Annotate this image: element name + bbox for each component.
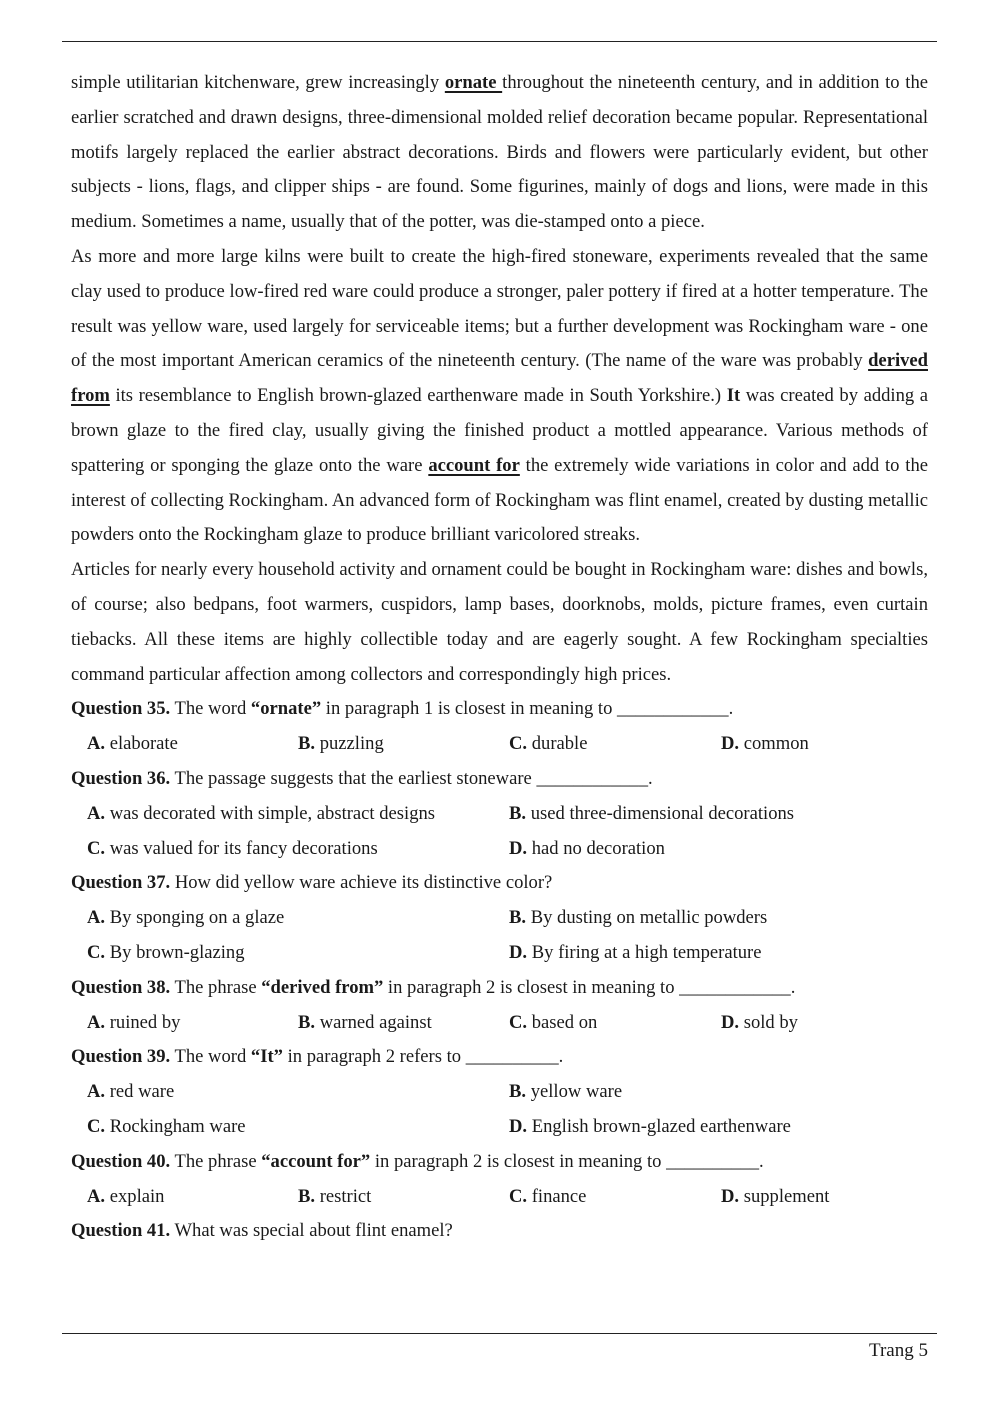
question-number: Question 38. [71,976,171,998]
option-d[interactable] [721,727,809,762]
option-text: based on [527,1011,598,1033]
option-letter: A. [87,1081,106,1103]
passage-paragraph-1 [71,66,928,240]
option-b[interactable] [509,1075,622,1110]
option-letter: D. [509,1115,528,1137]
question-text: How did yellow ware achieve its distinctive color? [170,872,553,894]
question-text: in paragraph 1 is closest in meaning to ____________. [321,698,734,720]
question-37-options-row-1 [71,901,928,936]
option-c[interactable] [509,727,587,762]
question-text: The word [170,698,251,720]
option-letter: D. [721,1011,740,1033]
option-text: red ware [105,1081,175,1103]
paragraph-text: the extremely wide variations in color and add to the interest of collecting Rockingham. An advanced form of Rockingham was flint enamel, created by dusting metallic powders onto the Rockingham glaze to produce brilliant varicolored streaks. [71,454,928,546]
question-40-options [71,1180,928,1215]
question-keyword: “ornate” [250,698,322,720]
option-letter: A. [87,907,106,929]
question-39-options-row-1 [71,1075,928,1110]
option-text: had no decoration [527,837,665,859]
option-letter: D. [509,837,528,859]
option-b[interactable] [509,901,767,936]
highlighted-word-ornate: ornate [444,72,503,93]
paragraph-text: throughout the nineteenth century, and in addition to the earlier scratched and drawn designs, three-dimensional molded relief decoration became popular. Representational motifs largely replaced the earlier abstract decorations. Birds and flowers were particularly evident, but other subjects - lions, flags, and clipper ships - are found. Some figurines, mainly of dogs and lions, were made in this medium. Sometimes a name, usually that of the potter, was die-stamped onto a piece. [71,72,929,233]
document-body [71,66,928,1249]
option-a[interactable] [87,797,435,832]
question-text: The phrase [170,1150,262,1172]
option-letter: B. [509,907,527,929]
option-d[interactable] [509,832,665,867]
question-number: Question 36. [71,767,171,789]
highlighted-phrase-account-for: account for [428,454,520,476]
question-40 [71,1145,928,1180]
option-text: warned against [315,1011,432,1033]
option-letter: D. [721,1185,740,1207]
option-letter: B. [298,1185,316,1207]
question-37 [71,866,928,901]
paragraph-text: simple utilitarian kitchenware, grew increasingly [71,72,445,93]
question-36 [71,762,928,797]
option-letter: D. [721,733,740,755]
paragraph-text: was created by adding a brown glaze to the fired clay, usually giving the finished product a mottled appearance. Various methods of spattering or sponging the glaze onto the ware [71,385,928,476]
question-keyword: “account for” [261,1150,371,1172]
option-letter: B. [509,1081,527,1103]
question-36-options-row-2 [71,832,928,867]
option-text: puzzling [315,733,384,755]
question-keyword: “It” [250,1046,283,1068]
option-text: ruined by [105,1011,181,1033]
option-a[interactable] [87,901,284,936]
option-text: finance [527,1185,587,1207]
option-a[interactable] [87,1006,180,1041]
question-text: in paragraph 2 refers to __________. [282,1046,564,1068]
footer-rule [62,1333,937,1334]
question-text: The passage suggests that the earliest stoneware ____________. [170,767,653,789]
option-text: By brown-glazing [105,941,245,963]
option-text: supplement [739,1185,830,1207]
option-letter: B. [509,802,527,824]
option-text: sold by [739,1011,798,1033]
question-text: The word [170,1046,251,1068]
option-text: restrict [315,1185,372,1207]
option-d[interactable] [509,1110,791,1145]
option-d[interactable] [721,1006,798,1041]
option-letter: A. [87,733,106,755]
question-number: Question 37. [71,872,171,894]
option-text: By dusting on metallic powders [526,907,768,929]
option-c[interactable] [509,1180,586,1215]
option-c[interactable] [87,832,378,867]
question-37-options-row-2 [71,936,928,971]
option-letter: C. [509,1185,528,1207]
bold-word-it: It [726,385,741,407]
option-letter: C. [87,1115,106,1137]
option-letter: B. [298,733,316,755]
option-letter: C. [87,837,106,859]
option-text: explain [105,1185,165,1207]
option-text: common [739,733,809,755]
page-number: Trang 5 [869,1340,928,1361]
question-35 [71,692,928,727]
option-a[interactable] [87,1180,164,1215]
option-letter: B. [298,1011,316,1033]
option-text: yellow ware [526,1081,623,1103]
question-36-options-row-1 [71,797,928,832]
option-text: By firing at a high temperature [527,941,762,963]
option-letter: A. [87,1011,106,1033]
question-41 [71,1214,928,1249]
question-number: Question 35. [71,698,171,720]
option-c[interactable] [87,936,245,971]
option-letter: C. [509,733,528,755]
option-letter: D. [509,941,528,963]
option-text: Rockingham ware [105,1115,246,1137]
option-letter: A. [87,1185,106,1207]
passage-paragraph-2 [71,240,928,553]
paragraph-text: its resemblance to English brown-glazed earthenware made in South Yorkshire.) [109,385,727,407]
question-number: Question 40. [71,1150,171,1172]
option-text: By sponging on a glaze [105,907,285,929]
option-letter: C. [509,1011,528,1033]
question-38-options [71,1006,928,1041]
question-text: What was special about flint enamel? [170,1220,453,1242]
option-a[interactable] [87,727,178,762]
option-letter: C. [87,941,106,963]
option-text: elaborate [105,733,178,755]
option-b[interactable] [298,1006,432,1041]
question-35-options [71,727,928,762]
option-text: English brown-glazed earthenware [527,1115,791,1137]
option-c[interactable] [87,1110,246,1145]
option-a[interactable] [87,1075,174,1110]
question-39 [71,1040,928,1075]
option-letter: A. [87,802,106,824]
question-number: Question 41. [71,1220,171,1242]
option-text: used three-dimensional decorations [526,802,795,824]
question-text: in paragraph 2 is closest in meaning to __________. [370,1150,764,1172]
option-b[interactable] [298,727,384,762]
question-38 [71,971,928,1006]
question-39-options-row-2 [71,1110,928,1145]
question-number: Question 39. [71,1046,171,1068]
option-text: durable [527,733,588,755]
option-b[interactable] [509,797,794,832]
option-text: was valued for its fancy decorations [105,837,378,859]
passage-paragraph-3: Articles for nearly every household activity and ornament could be bought in Rockingham ware: dishes and bowls, of course; also bedpans, foot warmers, cuspidors, lamp bases, doorknobs, molds, picture frames, even curtain tiebacks. All these items are highly collectible today and are eagerly sought. A few Rockingham specialties command particular affection among collectors and correspondingly high prices. [71,559,928,685]
option-text: was decorated with simple, abstract designs [105,802,436,824]
option-b[interactable] [298,1180,371,1215]
option-c[interactable] [509,1006,597,1041]
header-rule [62,41,937,42]
highlighted-phrase-derived-from: derived from [71,350,928,407]
option-d[interactable] [509,936,762,971]
question-keyword: “derived from” [261,976,384,998]
paragraph-text: As more and more large kilns were built to create the high-fired stoneware, experiments revealed that the same clay used to produce low-fired red ware could produce a stronger, paler pottery if fired at a hotter temperature. The result was yellow ware, used largely for serviceable items; but a further development was Rockingham ware - one of the most important American ceramics of the nineteenth century. (The name of the ware was probably [71,245,928,372]
question-text: The phrase [170,976,262,998]
option-d[interactable] [721,1180,829,1215]
question-text: in paragraph 2 is closest in meaning to ____________. [383,976,796,998]
